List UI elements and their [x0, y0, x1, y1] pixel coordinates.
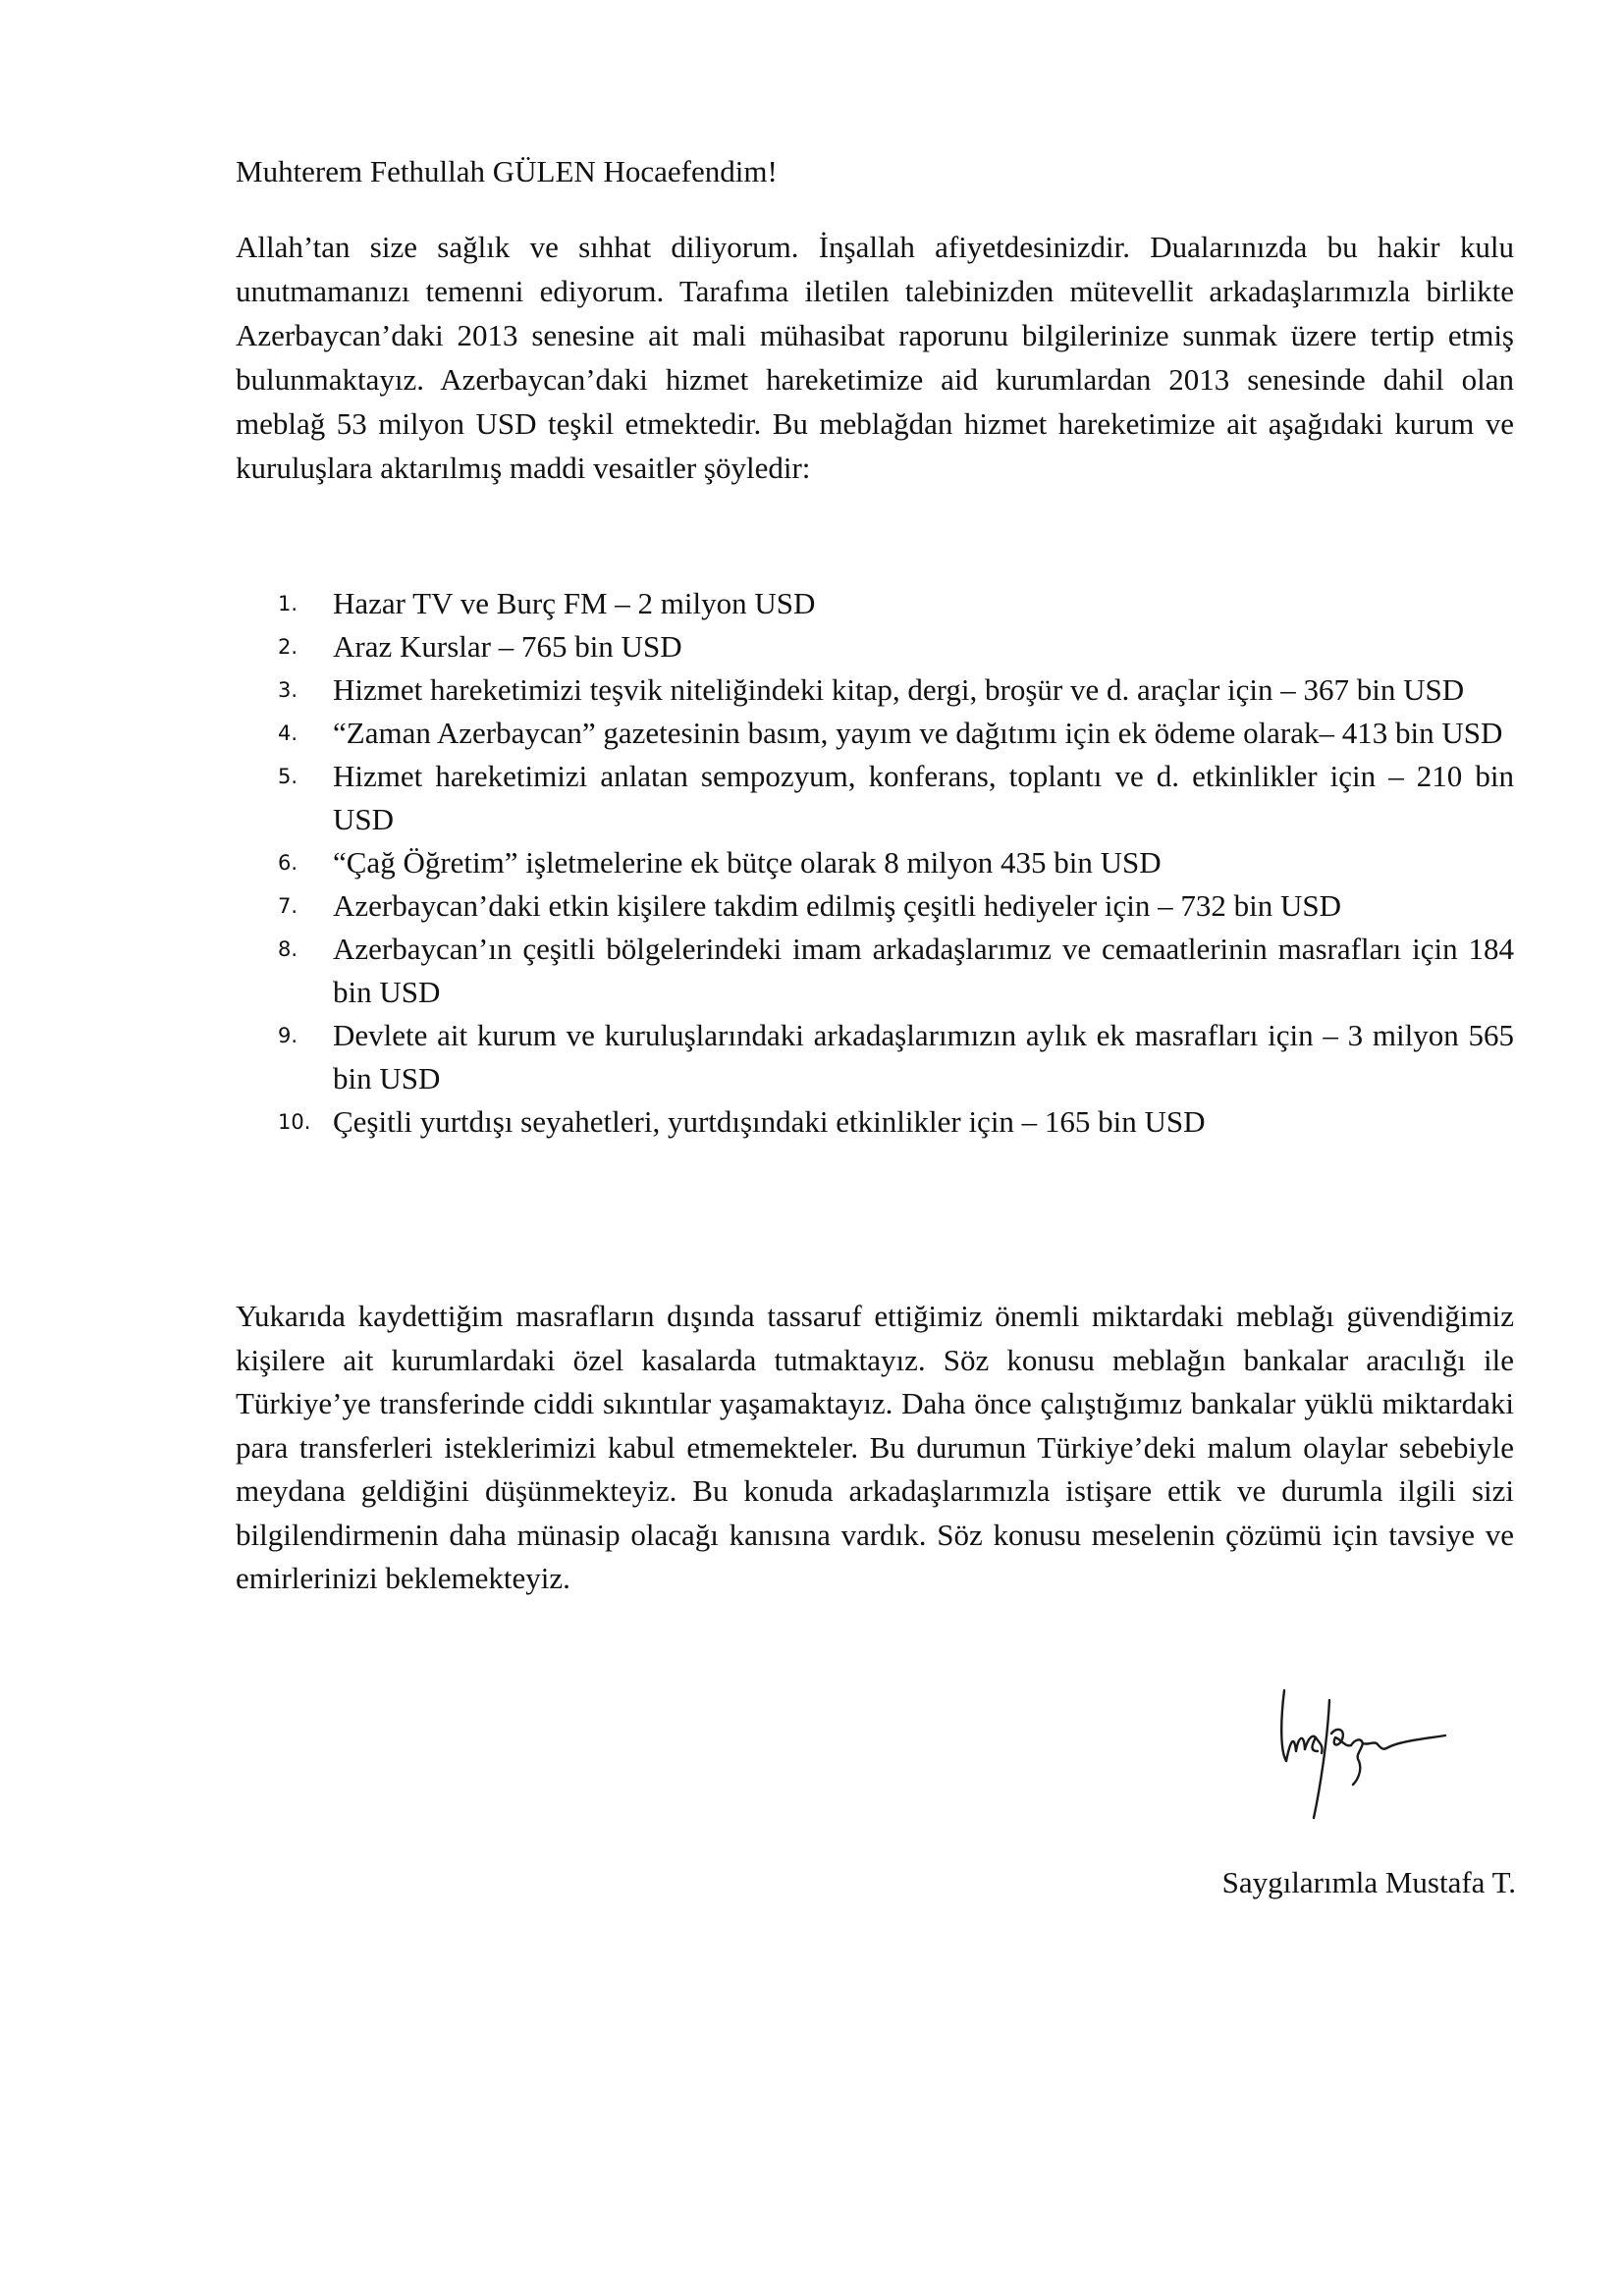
list-item	[236, 582, 1514, 625]
list-item	[236, 712, 1514, 755]
list-item-number: 1.	[278, 592, 298, 615]
handwritten-signature	[1272, 1682, 1469, 1830]
list-item-text: Hizmet hareketimizi teşvik niteliğindeki kitap, dergi, broşür ve d. araçlar için – 367 bin USD	[333, 672, 1465, 707]
body-paragraph: Yukarıda kaydettiğim masrafların dışında tassaruf ettiğimiz önemli miktardaki meblağı güvendiğimiz kişilere ait kurumlardaki özel kasalarda tutmaktayız. Söz konusu meblağın bankalar aracılığı ile Türkiye’ye transferinde ciddi sıkıntılar yaşamaktayız. Daha önce çalıştığımız bankalar yüklü miktardaki para transferleri isteklerimizi kabul etmemekteler. Bu durumun Türkiye’deki malum olaylar sebebiyle meydana geldiğini düşünmekteyiz. Bu konuda arkadaşlarımızla istişare ettik ve durumla ilgili sizi bilgilendirmenin daha münasip olacağı kanısına vardık. Söz konusu meselenin çözümü için tavsiye ve emirlerinizi beklemekteyiz.	[236, 1299, 1514, 1595]
list-item	[236, 668, 1514, 712]
intro-paragraph: Allah’tan size sağlık ve sıhhat diliyorum. İnşallah afiyetdesinizdir. Dualarınızda bu hakir kulu unutmamanızı temenni ediyorum. Tarafıma iletilen talebinizden mütevellit arkadaşlarımızla birlikte Azerbaycan’daki 2013 senesine ait mali mühasibat raporunu bilgilerinize sunmak üzere tertip etmiş bulunmaktayız. Azerbaycan’daki hizmet hareketimize aid kurumlardan 2013 senesinde dahil olan meblağ 53 milyon USD teşkil etmektedir. Bu meblağdan hizmet hareketimize ait aşağıdaki kurum ve kuruluşlara aktarılmış maddi vesaitler şöyledir:	[236, 230, 1514, 485]
list-item-text: Azerbaycan’daki etkin kişilere takdim edilmiş çeşitli hediyeler için – 732 bin USD	[333, 888, 1342, 923]
list-item-number: 8.	[278, 937, 298, 961]
list-item-number: 2.	[278, 635, 298, 659]
list-item	[236, 928, 1514, 1014]
list-item	[236, 1014, 1514, 1100]
list-item	[236, 884, 1514, 928]
list-item-text: Devlete ait kurum ve kuruluşlarındaki arkadaşlarımızın aylık ek masrafları için – 3 milyon 565 bin USD	[333, 1018, 1514, 1095]
list-item-text: Çeşitli yurtdışı seyahetleri, yurtdışındaki etkinlikler için – 165 bin USD	[333, 1104, 1206, 1139]
list-item-text: “Zaman Azerbaycan” gazetesinin basım, yayım ve dağıtımı için ek ödeme olarak– 413 bin USD	[333, 716, 1503, 750]
salutation: Muhterem Fethullah GÜLEN Hocaefendim!	[236, 154, 778, 188]
list-item	[236, 755, 1514, 841]
list-item-text: “Çağ Öğretim” işletmelerine ek bütçe olarak 8 milyon 435 bin USD	[333, 845, 1162, 880]
list-item-text: Azerbaycan’ın çeşitli bölgelerindeki imam arkadaşlarımız ve cemaatlerinin masrafları için 184 bin USD	[333, 932, 1514, 1009]
list-item-text: Hazar TV ve Burç FM – 2 milyon USD	[333, 586, 816, 620]
list-item-number: 7.	[278, 894, 298, 918]
list-item-text: Hizmet hareketimizi anlatan sempozyum, konferans, toplantı ve d. etkinlikler için – 210 bin USD	[333, 759, 1514, 836]
list-item	[236, 625, 1514, 668]
closing-signoff: Saygılarımla Mustafa T.	[1221, 1865, 1516, 1899]
list-item-number: 4.	[278, 721, 298, 745]
list-item-number: 6.	[278, 851, 298, 875]
list-item	[236, 1100, 1514, 1144]
list-item	[236, 841, 1514, 884]
list-item-text: Araz Kurslar – 765 bin USD	[333, 629, 682, 664]
list-item-number: 5.	[278, 765, 298, 788]
list-item-number: 9.	[278, 1024, 298, 1047]
expense-list	[236, 582, 1514, 1144]
list-item-number: 3.	[278, 678, 298, 702]
list-item-number: 10.	[278, 1110, 311, 1134]
